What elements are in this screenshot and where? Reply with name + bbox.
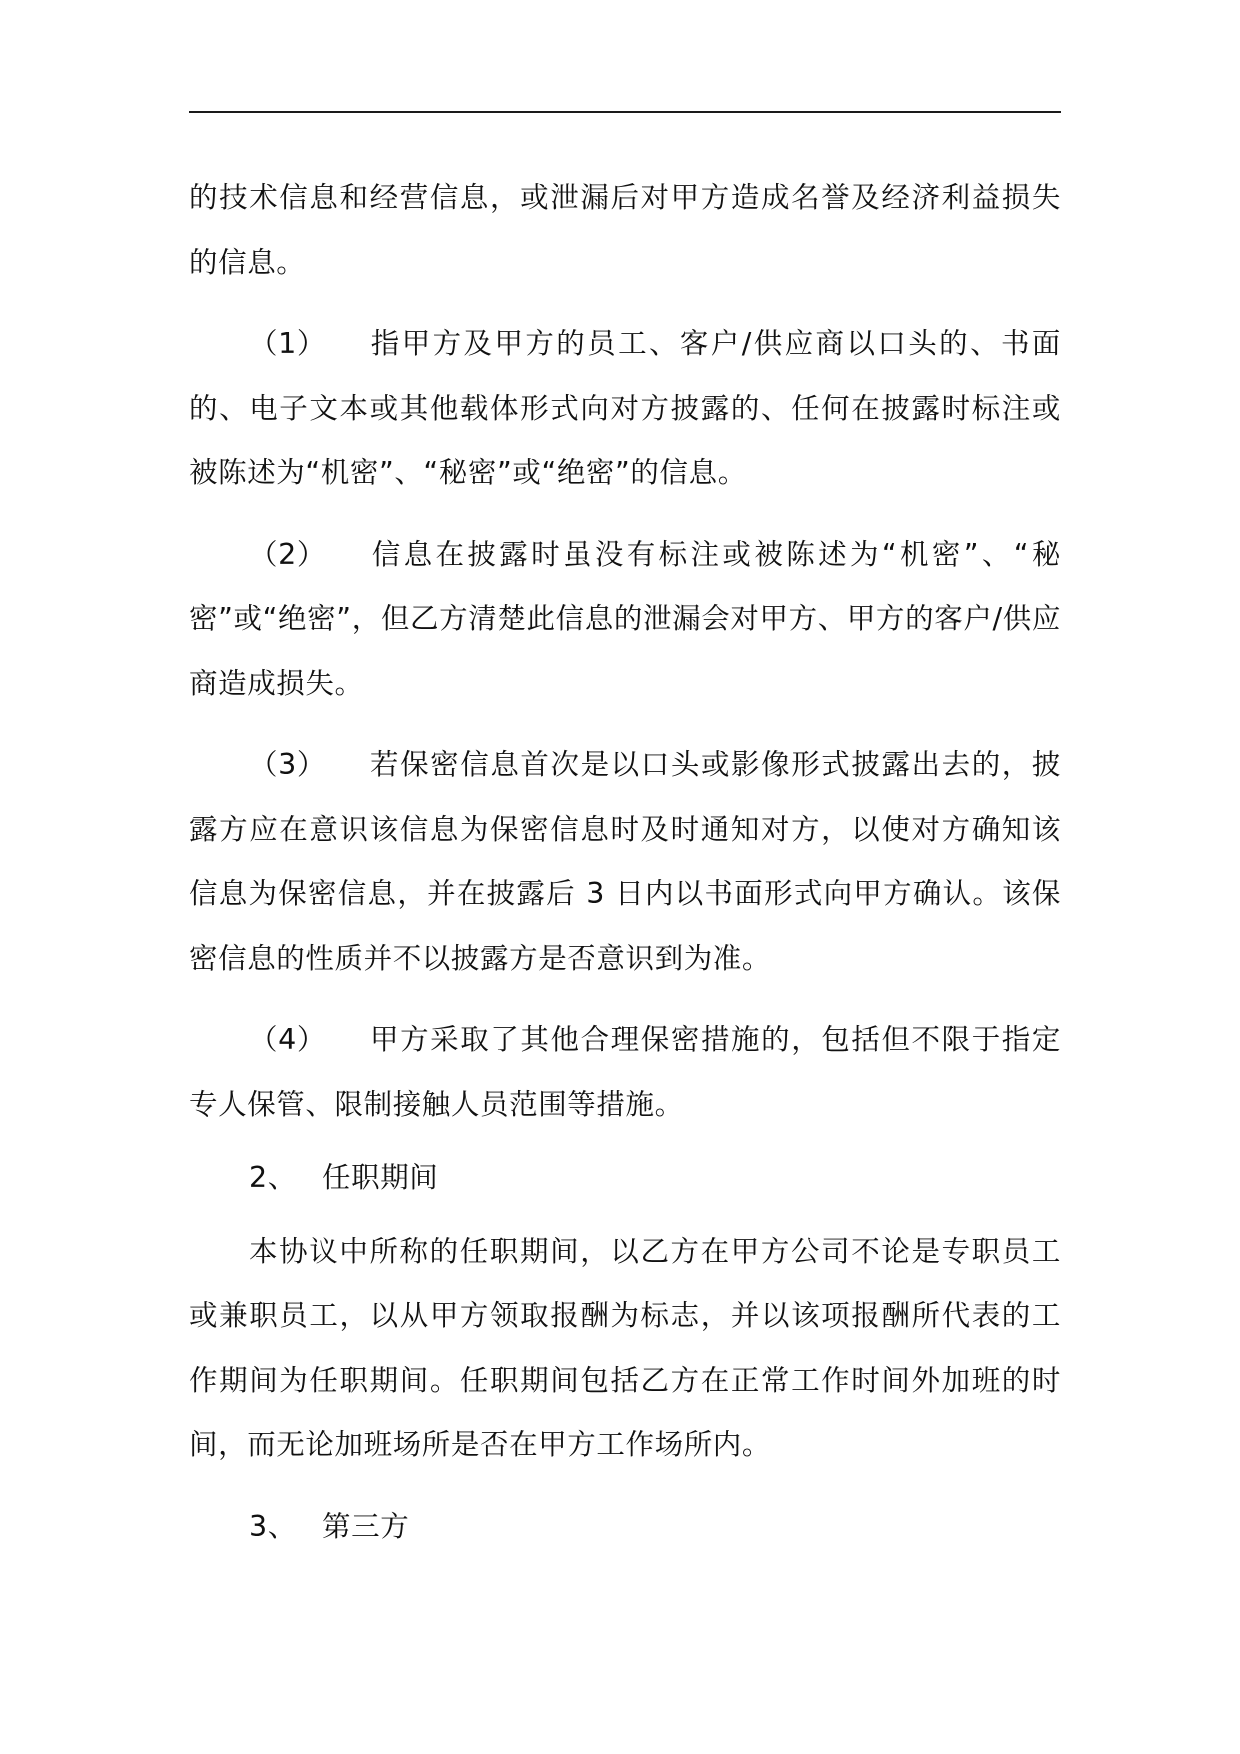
- section-heading: [189, 1146, 1061, 1211]
- item-number: （2）: [249, 537, 326, 571]
- item-number: （4）: [249, 1023, 326, 1056]
- item-text: 指甲方及甲方的员工、客户/供应商以口头的、书面的、电子文本或其他载体形式向对方披露的、任何在披露时标注或被陈述为“机密”、“秘密”或“绝密”的信息。: [189, 327, 1061, 489]
- section-heading: [189, 1495, 1061, 1560]
- item-number: （1）: [249, 327, 326, 360]
- document-body: [189, 166, 1061, 1559]
- section-title: 任职期间: [322, 1161, 439, 1194]
- intro-paragraph: 的技术信息和经营信息，或泄漏后对甲方造成名誉及经济利益损失的信息。: [189, 181, 1061, 279]
- section-number: 3、: [249, 1509, 297, 1543]
- item-text: 若保密信息首次是以口头或影像形式披露出去的，披露方应在意识该信息为保密信息时及时通知对方，以使对方确知该信息为保密信息，并在披露后 3 日内以书面形式向甲方确认。该保密信息的性质并不以披露方是否意识到为准。: [189, 748, 1061, 975]
- list-item: [189, 312, 1061, 506]
- section-title: 第三方: [322, 1509, 410, 1543]
- item-number: （3）: [249, 748, 326, 781]
- header-rule: [189, 111, 1061, 113]
- list-item: [189, 1008, 1061, 1137]
- section-body: 本协议中所称的任职期间，以乙方在甲方公司不论是专职员工或兼职员工，以从甲方领取报酬为标志，并以该项报酬所代表的工作期间为任职期间。任职期间包括乙方在正常工作时间外加班的时间，而无论加班场所是否在甲方工作场所内。: [189, 1234, 1061, 1461]
- list-item: [189, 523, 1061, 717]
- item-text: 甲方采取了其他合理保密措施的，包括但不限于指定专人保管、限制接触人员范围等措施。: [189, 1023, 1061, 1121]
- item-text: 信息在披露时虽没有标注或被陈述为“机密”、“秘密”或“绝密”，但乙方清楚此信息的泄漏会对甲方、甲方的客户/供应商造成损失。: [189, 537, 1061, 700]
- list-item: [189, 733, 1061, 991]
- section-number: 2、: [249, 1161, 297, 1194]
